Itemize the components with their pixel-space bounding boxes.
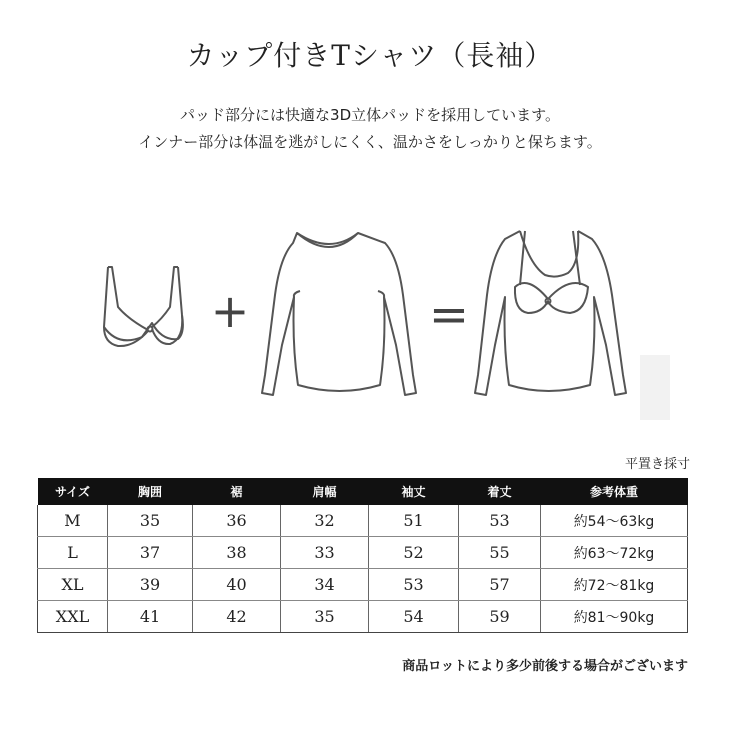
cell-shoulder: 33	[281, 537, 369, 569]
cell-hem: 40	[193, 569, 281, 601]
cell-weight: 約63～72kg	[541, 537, 688, 569]
header-size: サイズ	[38, 478, 108, 505]
header-sleeve: 袖丈	[369, 478, 459, 505]
long-sleeve-shirt-icon	[262, 233, 416, 395]
cell-weight: 約72～81kg	[541, 569, 688, 601]
header-chest: 胸囲	[108, 478, 193, 505]
cell-shoulder: 35	[281, 601, 369, 633]
cell-hem: 36	[193, 505, 281, 537]
measure-note: 平置き採寸	[624, 457, 690, 472]
cell-hem: 42	[193, 601, 281, 633]
cell-chest: 39	[108, 569, 193, 601]
cell-length: 57	[459, 569, 541, 601]
description-line-1: パッド部分には快適な3D立体パッドを採用しています。	[180, 106, 560, 124]
cell-shoulder: 34	[281, 569, 369, 601]
cell-weight: 約54～63kg	[541, 505, 688, 537]
cell-chest: 37	[108, 537, 193, 569]
header-hem: 裾	[193, 478, 281, 505]
header-length: 着丈	[459, 478, 541, 505]
equals-icon: =	[428, 287, 470, 343]
cup-shirt-icon	[475, 231, 626, 395]
table-row	[38, 569, 688, 601]
cell-length: 55	[459, 537, 541, 569]
cell-length: 53	[459, 505, 541, 537]
cell-sleeve: 53	[369, 569, 459, 601]
cell-sleeve: 52	[369, 537, 459, 569]
header-weight: 参考体重	[541, 478, 688, 505]
cell-shoulder: 32	[281, 505, 369, 537]
description-line-2: インナー部分は体温を逃がしにくく、温かさをしっかりと保ちます。	[138, 133, 602, 151]
page-title: カップ付きTシャツ（長袖）	[186, 39, 554, 72]
cell-sleeve: 54	[369, 601, 459, 633]
table-row	[38, 505, 688, 537]
product-illustration	[0, 215, 740, 430]
size-table-header-row	[38, 478, 688, 505]
table-row	[38, 601, 688, 633]
cell-length: 59	[459, 601, 541, 633]
bra-icon	[104, 267, 183, 346]
cell-sleeve: 51	[369, 505, 459, 537]
cell-chest: 35	[108, 505, 193, 537]
header-shoulder: 肩幅	[281, 478, 369, 505]
cell-chest: 41	[108, 601, 193, 633]
cell-size: L	[38, 537, 108, 569]
plus-icon: +	[210, 284, 250, 338]
cell-weight: 約81～90kg	[541, 601, 688, 633]
cell-hem: 38	[193, 537, 281, 569]
size-table	[37, 478, 688, 633]
table-row	[38, 537, 688, 569]
cell-size: XXL	[38, 601, 108, 633]
lot-variation-note: 商品ロットにより多少前後する場合がございます	[402, 659, 688, 674]
cell-size: XL	[38, 569, 108, 601]
cell-size: M	[38, 505, 108, 537]
